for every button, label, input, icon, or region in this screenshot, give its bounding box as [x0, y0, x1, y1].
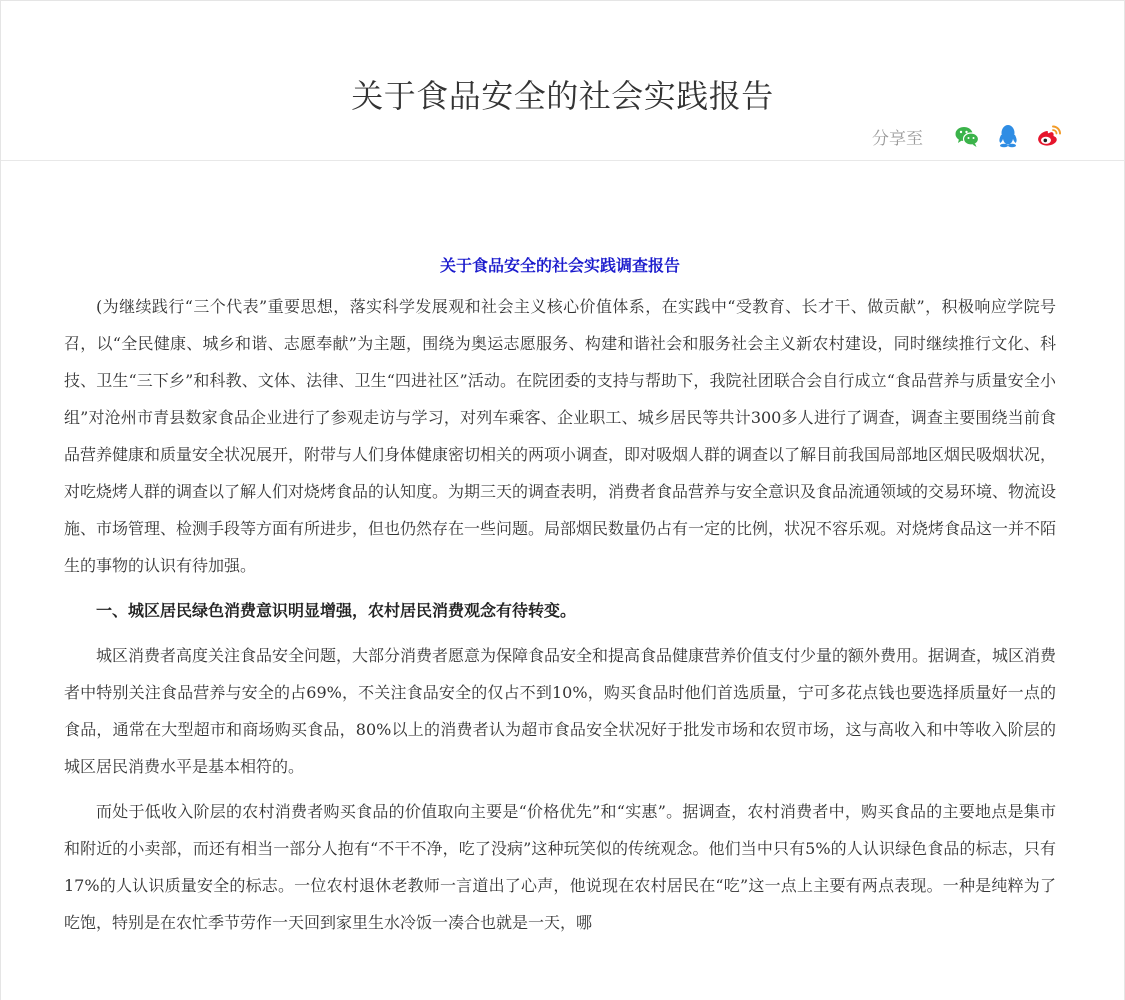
- article-paragraph: 城区消费者高度关注食品安全问题，大部分消费者愿意为保障食品安全和提高食品健康营养价值支付少量的额外费用。据调查，城区消费者中特别关注食品营养与安全的占69%，不关注食品安全的仅占不到10%，购买食品时他们首选质量，宁可多花点钱也要选择质量好一点的食品，通常在大型超市和商场购买食品，80%以上的消费者认为超市食品安全状况好于批发市场和农贸市场，这与高收入和中等收入阶层的城区居民消费水平是基本相符的。: [64, 646, 1057, 776]
- share-label: 分享至: [872, 128, 923, 149]
- article-title: 关于食品安全的社会实践调查报告: [439, 256, 680, 275]
- article-content: [64, 251, 1056, 941]
- page-title: 关于食品安全的社会实践报告: [351, 77, 774, 116]
- weibo-icon[interactable]: [1036, 123, 1062, 149]
- wechat-icon[interactable]: [954, 123, 980, 149]
- share-bar: [872, 122, 1062, 150]
- article-paragraph: (为继续践行“三个代表”重要思想，落实科学发展观和社会主义核心价值体系，在实践中“受教育、长才干、做贡献”，积极响应学院号召，以“全民健康、城乡和谐、志愿奉献”为主题，围绕为奥运志愿服务、构建和谐社会和服务社会主义新农村建设，同时继续推行文化、科技、卫生“三下乡”和科教、文体、法律、卫生“四进社区”活动。在院团委的支持与帮助下，我院社团联合会自行成立“食品营养与质量安全小组”对沧州市青县数家食品企业进行了参观走访与学习，对列车乘客、企业职工、城乡居民等共计300多人进行了调查，调查主要围绕当前食品营养健康和质量安全状况展开，附带与人们身体健康密切相关的两项小调查，即对吸烟人群的调查以了解目前我国局部地区烟民吸烟状况，对吃烧烤人群的调查以了解人们对烧烤食品的认知度。为期三天的调查表明，消费者食品营养与安全意识及食品流通领域的交易环境、物流设施、市场管理、检测手段等方面有所进步，但也仍然存在一些问题。局部烟民数量仍占有一定的比例，状况不容乐观。对烧烤食品这一并不陌生的事物的认识有待加强。: [64, 297, 1057, 575]
- page-header: [1, 1, 1124, 161]
- section-heading: 一、城区居民绿色消费意识明显增强，农村居民消费观念有待转变。: [96, 601, 577, 620]
- qq-icon[interactable]: [995, 123, 1021, 149]
- article-paragraph: 而处于低收入阶层的农村消费者购买食品的价值取向主要是“价格优先”和“实惠”。据调查，农村消费者中，购买食品的主要地点是集市和附近的小卖部，而还有相当一部分人抱有“不干不净，吃了没病”这种玩笑似的传统观念。他们当中只有5%的人认识绿色食品的标志，只有17%的人认识质量安全的标志。一位农村退休老教师一言道出了心声，他说现在农村居民在“吃”这一点上主要有两点表现。一种是纯粹为了吃饱，特别是在农忙季节劳作一天回到家里生水冷饭一凑合也就是一天，哪: [64, 802, 1056, 932]
